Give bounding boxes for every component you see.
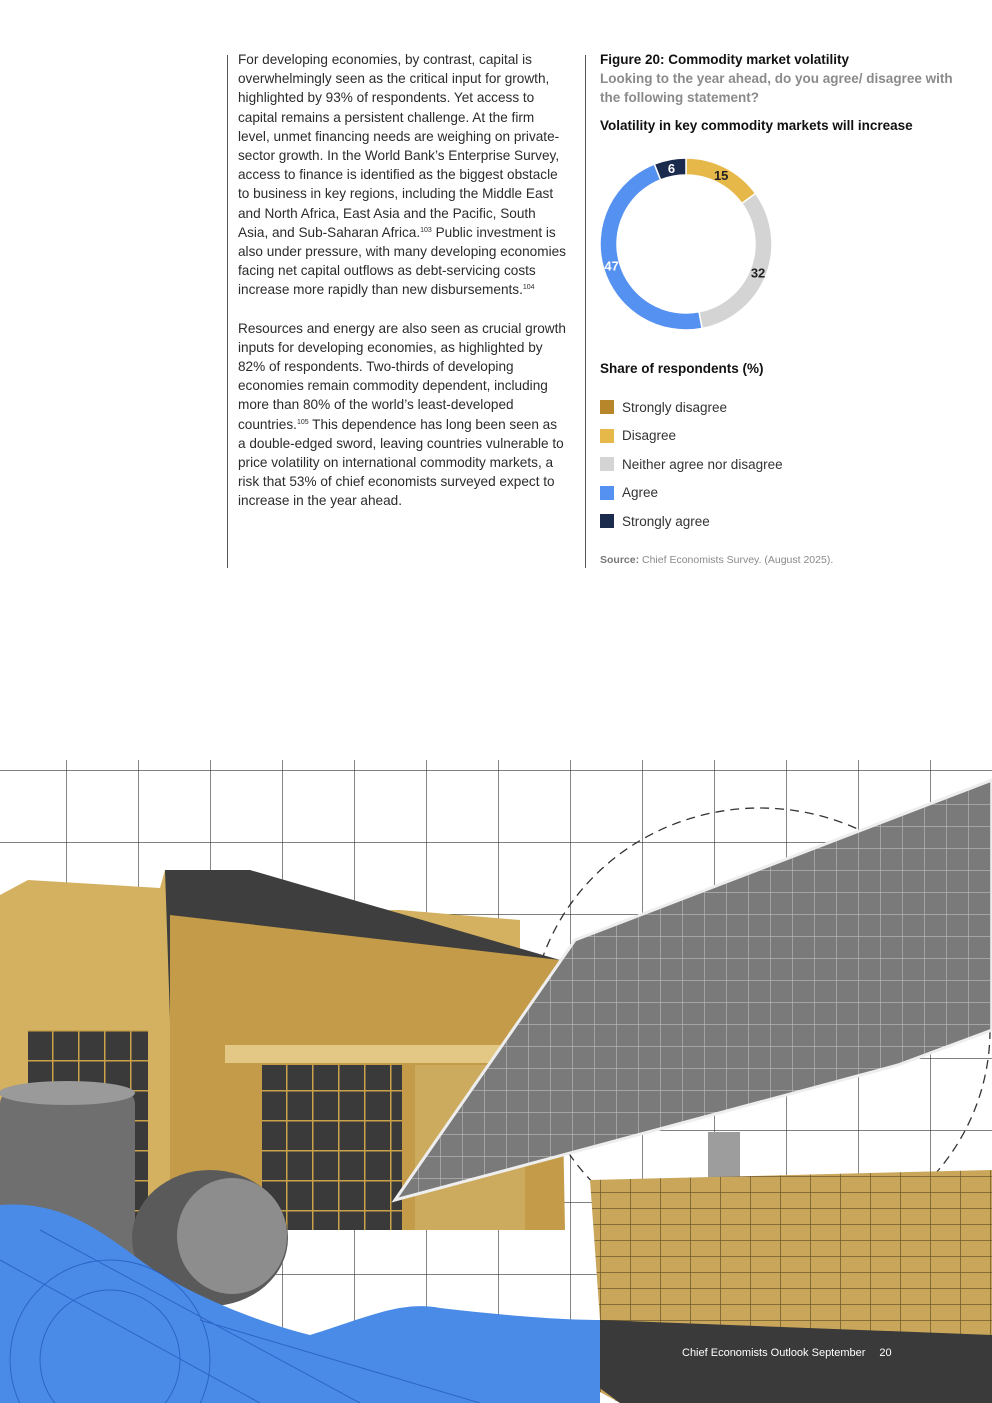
legend-swatch: [600, 514, 614, 528]
legend-item-disagree: [600, 422, 783, 451]
source-text: Chief Economists Survey. (August 2025).: [639, 554, 834, 566]
donut-slice-agree: [600, 164, 702, 330]
donut-slice-neither-agree-nor-disagree: [699, 193, 772, 328]
donut-label-strongly-agree: 6: [667, 160, 676, 176]
column-divider-left: [227, 55, 228, 568]
legend-label: Agree: [622, 485, 659, 501]
paragraph-resources-text-2: This dependence has long been seen as a double-edged sword, leaving countries vulnerable to price volatility on international commodity markets, a risk that 53% of chief economists surveyed expect to increase in the year ahead.: [238, 416, 564, 509]
legend-label: Strongly agree: [622, 513, 710, 529]
legend-item-agree: [600, 479, 783, 508]
figure-subtitle: Looking to the year ahead, do you agree/ disagree with the following statement?: [600, 71, 953, 105]
legend-label: Neither agree nor disagree: [622, 456, 783, 472]
legend-item-neither: [600, 450, 783, 479]
source-label: Source:: [600, 554, 640, 566]
legend-swatch: [600, 486, 614, 500]
source-note: [600, 554, 833, 566]
footer-title: Chief Economists Outlook September: [682, 1347, 866, 1359]
column-divider-right: [585, 55, 586, 568]
paragraph-capital-text-1: For developing economies, by contrast, capital is overwhelmingly seen as the critical input for growth, highlighted by 93% of respondents. Yet access to capital remains a persistent challenge. At the firm level, unmet financing needs are weighing on private-sector growth. In the World Bank’s Enterprise Survey, access to finance is identified as the biggest obstacle to business in key regions, including the Middle East and North Africa, East Asia and the Pacific, South Asia, and Sub-Saharan Africa.: [238, 52, 560, 240]
legend: [600, 393, 783, 536]
legend-label: Disagree: [622, 428, 677, 444]
legend-swatch: [600, 457, 614, 471]
figure-commodity-volatility: [600, 50, 960, 566]
legend-label: Strongly disagree: [622, 399, 728, 415]
paragraph-capital-text-2: Public investment is also under pressure, with many developing economies facing net capital outflows as debt-servicing costs increase more rapidly than new disbursements.: [238, 224, 566, 298]
figure-title: Figure 20: Commodity market volatility: [600, 52, 850, 67]
container-ship: [548, 1170, 992, 1403]
donut-label-disagree: 15: [713, 167, 729, 183]
figure-statement: Volatility in key commodity markets will increase: [600, 118, 913, 133]
legend-swatch: [600, 400, 614, 414]
page-footer: [682, 1347, 892, 1359]
footnote-ref-103[interactable]: 103: [420, 226, 432, 234]
legend-swatch: [600, 429, 614, 443]
paragraph-resources: [238, 319, 568, 511]
page-number: 20: [879, 1347, 892, 1359]
body-text: [238, 50, 568, 530]
legend-title: Share of respondents (%): [600, 361, 764, 376]
collage-illustration: [0, 760, 992, 1403]
legend-item-strongly-agree: [600, 507, 783, 536]
footnote-ref-105[interactable]: 105: [296, 418, 309, 426]
paragraph-resources-text-1: Resources and energy are also seen as crucial growth inputs for developing economies, as highlighted by 82% of respondents. Two-thirds of developing economies remain commodity dependent, including more than 80% of the world’s least-developed countries.: [238, 320, 566, 432]
legend-item-strongly-disagree: [600, 393, 783, 422]
paragraph-capital: [238, 50, 568, 300]
donut-label-agree: 47: [604, 258, 619, 274]
donut-label-neither-agree-nor-disagree: 32: [750, 265, 766, 281]
footnote-ref-104[interactable]: 104: [522, 284, 535, 292]
donut-chart: [600, 158, 780, 338]
